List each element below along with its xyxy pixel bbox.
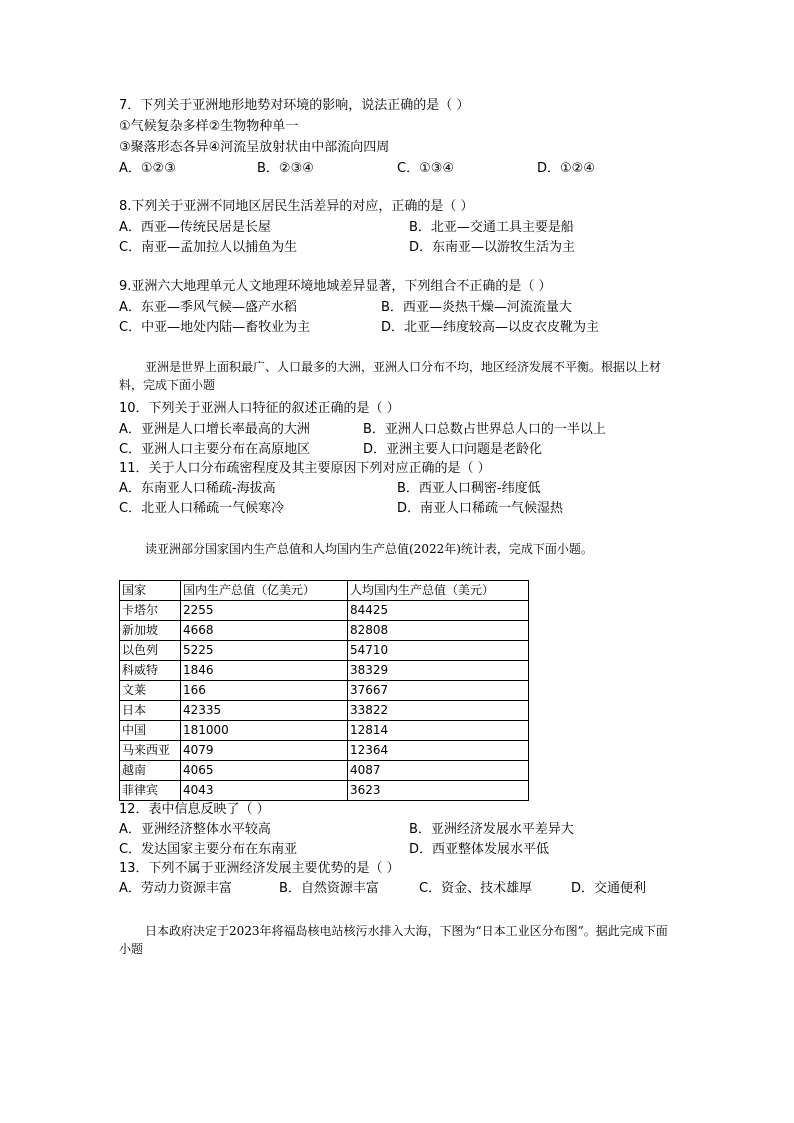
q13-option-b: B．自然资源丰富	[279, 881, 379, 896]
q12-option-d: D．西亚整体发展水平低	[409, 842, 550, 857]
header-gdp-per-capita: 人均国内生产总值（美元）	[348, 581, 529, 601]
q9-option-a: A．东亚—季风气候—盛产水稻	[119, 300, 297, 315]
country-cell: 越南	[120, 761, 181, 781]
q11-option-d: D．南亚人口稀疏一气候湿热	[397, 501, 564, 516]
q11-option-c: C．北亚人口稀疏一气候寒冷	[119, 501, 285, 516]
gdp-cell: 42335	[181, 701, 348, 721]
q7-options	[119, 160, 679, 178]
gdp-cell: 5225	[181, 641, 348, 661]
q13-option-d: D．交通便利	[571, 881, 647, 896]
gdp-cell: 181000	[181, 721, 348, 741]
q11-option-a: A．东南亚人口稀疏-海拔高	[119, 481, 276, 496]
gdp-table	[119, 580, 529, 801]
header-gdp: 国内生产总值（亿美元）	[181, 581, 348, 601]
q10-options-row1	[119, 421, 679, 439]
material-gdp: 读亚洲部分国家国内生产总值和人均国内生产总值(2022年)统计表，完成下面小题。	[145, 542, 593, 556]
country-cell: 文莱	[120, 681, 181, 701]
gdp-per-capita-cell: 37667	[348, 681, 529, 701]
table-row	[120, 761, 529, 781]
gdp-cell: 4065	[181, 761, 348, 781]
table-row	[120, 701, 529, 721]
gdp-per-capita-cell: 54710	[348, 641, 529, 661]
q13-options	[119, 880, 679, 898]
table-row	[120, 661, 529, 681]
q9-options-row1	[119, 299, 679, 317]
q13-stem: 13．下列不属于亚洲经济发展主要优势的是（ ）	[119, 861, 400, 876]
q7-option-c: C．①③④	[397, 161, 455, 176]
table-row	[120, 721, 529, 741]
header-country: 国家	[120, 581, 181, 601]
q9-options-row2	[119, 319, 679, 337]
q11-options-row2	[119, 500, 679, 518]
q8-option-c: C．南亚—孟加拉人以捕鱼为生	[119, 240, 298, 255]
q10-stem: 10．下列关于亚洲人口特征的叙述正确的是（ ）	[119, 401, 400, 416]
q7-statements-1: ①气候复杂多样②生物物种单一	[119, 119, 299, 134]
q12-option-b: B．亚洲经济发展水平差异大	[409, 822, 574, 837]
table-row	[120, 621, 529, 641]
q10-option-a: A．亚洲是人口增长率最高的大洲	[119, 422, 310, 437]
country-cell: 日本	[120, 701, 181, 721]
q10-option-d: D．亚洲主要人口问题是老龄化	[363, 442, 543, 457]
gdp-per-capita-cell: 12364	[348, 741, 529, 761]
country-cell: 科威特	[120, 661, 181, 681]
q7-stem: 7．下列关于亚洲地形地势对环境的影响，说法正确的是（ ）	[119, 98, 470, 113]
gdp-per-capita-cell: 82808	[348, 621, 529, 641]
table-row	[120, 681, 529, 701]
gdp-cell: 1846	[181, 661, 348, 681]
gdp-cell: 166	[181, 681, 348, 701]
country-cell: 菲律宾	[120, 781, 181, 801]
q8-stem: 8.下列关于亚洲不同地区居民生活差异的对应，正确的是（ ）	[119, 199, 474, 214]
gdp-cell: 4668	[181, 621, 348, 641]
gdp-per-capita-cell: 4087	[348, 761, 529, 781]
gdp-cell: 4043	[181, 781, 348, 801]
gdp-cell: 2255	[181, 601, 348, 621]
table-row	[120, 601, 529, 621]
table-row	[120, 641, 529, 661]
q8-options-row1	[119, 219, 679, 237]
material-japan: 日本政府决定于2023年将福岛核电站核污水排入大海，下图为“日本工业区分布图”。据此完成下面小题	[119, 924, 668, 956]
gdp-per-capita-cell: 3623	[348, 781, 529, 801]
q7-option-a: A．①②③	[119, 161, 176, 176]
q7-statements-2: ③聚落形态各异④河流呈放射状由中部流向四周	[119, 140, 390, 155]
q10-option-c: C．亚洲人口主要分布在高原地区	[119, 442, 311, 457]
q12-options-row1	[119, 821, 679, 839]
q10-option-b: B．亚洲人口总数占世界总人口的一半以上	[363, 422, 606, 437]
q9-option-c: C．中亚—地处内陆—畜牧业为主	[119, 320, 311, 335]
table-row	[120, 781, 529, 801]
gdp-per-capita-cell: 84425	[348, 601, 529, 621]
q11-stem: 11．关于人口分布疏密程度及其主要原因下列对应正确的是（ ）	[119, 461, 491, 476]
country-cell: 以色列	[120, 641, 181, 661]
q8-option-d: D．东南亚—以游牧生活为主	[409, 240, 576, 255]
q10-options-row2	[119, 441, 679, 459]
q13-option-c: C．资金、技术雄厚	[419, 881, 533, 896]
country-cell: 新加坡	[120, 621, 181, 641]
q7-option-d: D．①②④	[537, 161, 595, 176]
q12-stem: 12．表中信息反映了（ ）	[119, 802, 270, 817]
q12-option-c: C．发达国家主要分布在东南亚	[119, 842, 298, 857]
material-population: 亚洲是世界上面积最广、人口最多的大洲，亚洲人口分布不均，地区经济发展不平衡。根据以上材料，完成下面小题	[119, 360, 662, 392]
gdp-per-capita-cell: 33822	[348, 701, 529, 721]
gdp-cell: 4079	[181, 741, 348, 761]
gdp-per-capita-cell: 38329	[348, 661, 529, 681]
q12-options-row2	[119, 841, 679, 859]
table-header-row	[120, 581, 529, 601]
q9-stem: 9.亚洲六大地理单元人文地理环境地域差异显著，下列组合不正确的是（ ）	[119, 279, 552, 294]
q11-option-b: B．西亚人口稠密-纬度低	[397, 481, 541, 496]
q8-option-b: B．北亚—交通工具主要是船	[409, 220, 574, 235]
country-cell: 卡塔尔	[120, 601, 181, 621]
country-cell: 马来西亚	[120, 741, 181, 761]
country-cell: 中国	[120, 721, 181, 741]
q9-option-d: D．北亚—纬度较高—以皮衣皮靴为主	[381, 320, 600, 335]
q7-option-b: B．②③④	[257, 161, 314, 176]
q13-option-a: A．劳动力资源丰富	[119, 881, 232, 896]
q12-option-a: A．亚洲经济整体水平较高	[119, 822, 271, 837]
q11-options-row1	[119, 480, 679, 498]
gdp-per-capita-cell: 12814	[348, 721, 529, 741]
table-row	[120, 741, 529, 761]
q8-options-row2	[119, 239, 679, 257]
q9-option-b: B．西亚—炎热干燥—河流流量大	[381, 300, 572, 315]
q8-option-a: A．西亚—传统民居是长屋	[119, 220, 271, 235]
